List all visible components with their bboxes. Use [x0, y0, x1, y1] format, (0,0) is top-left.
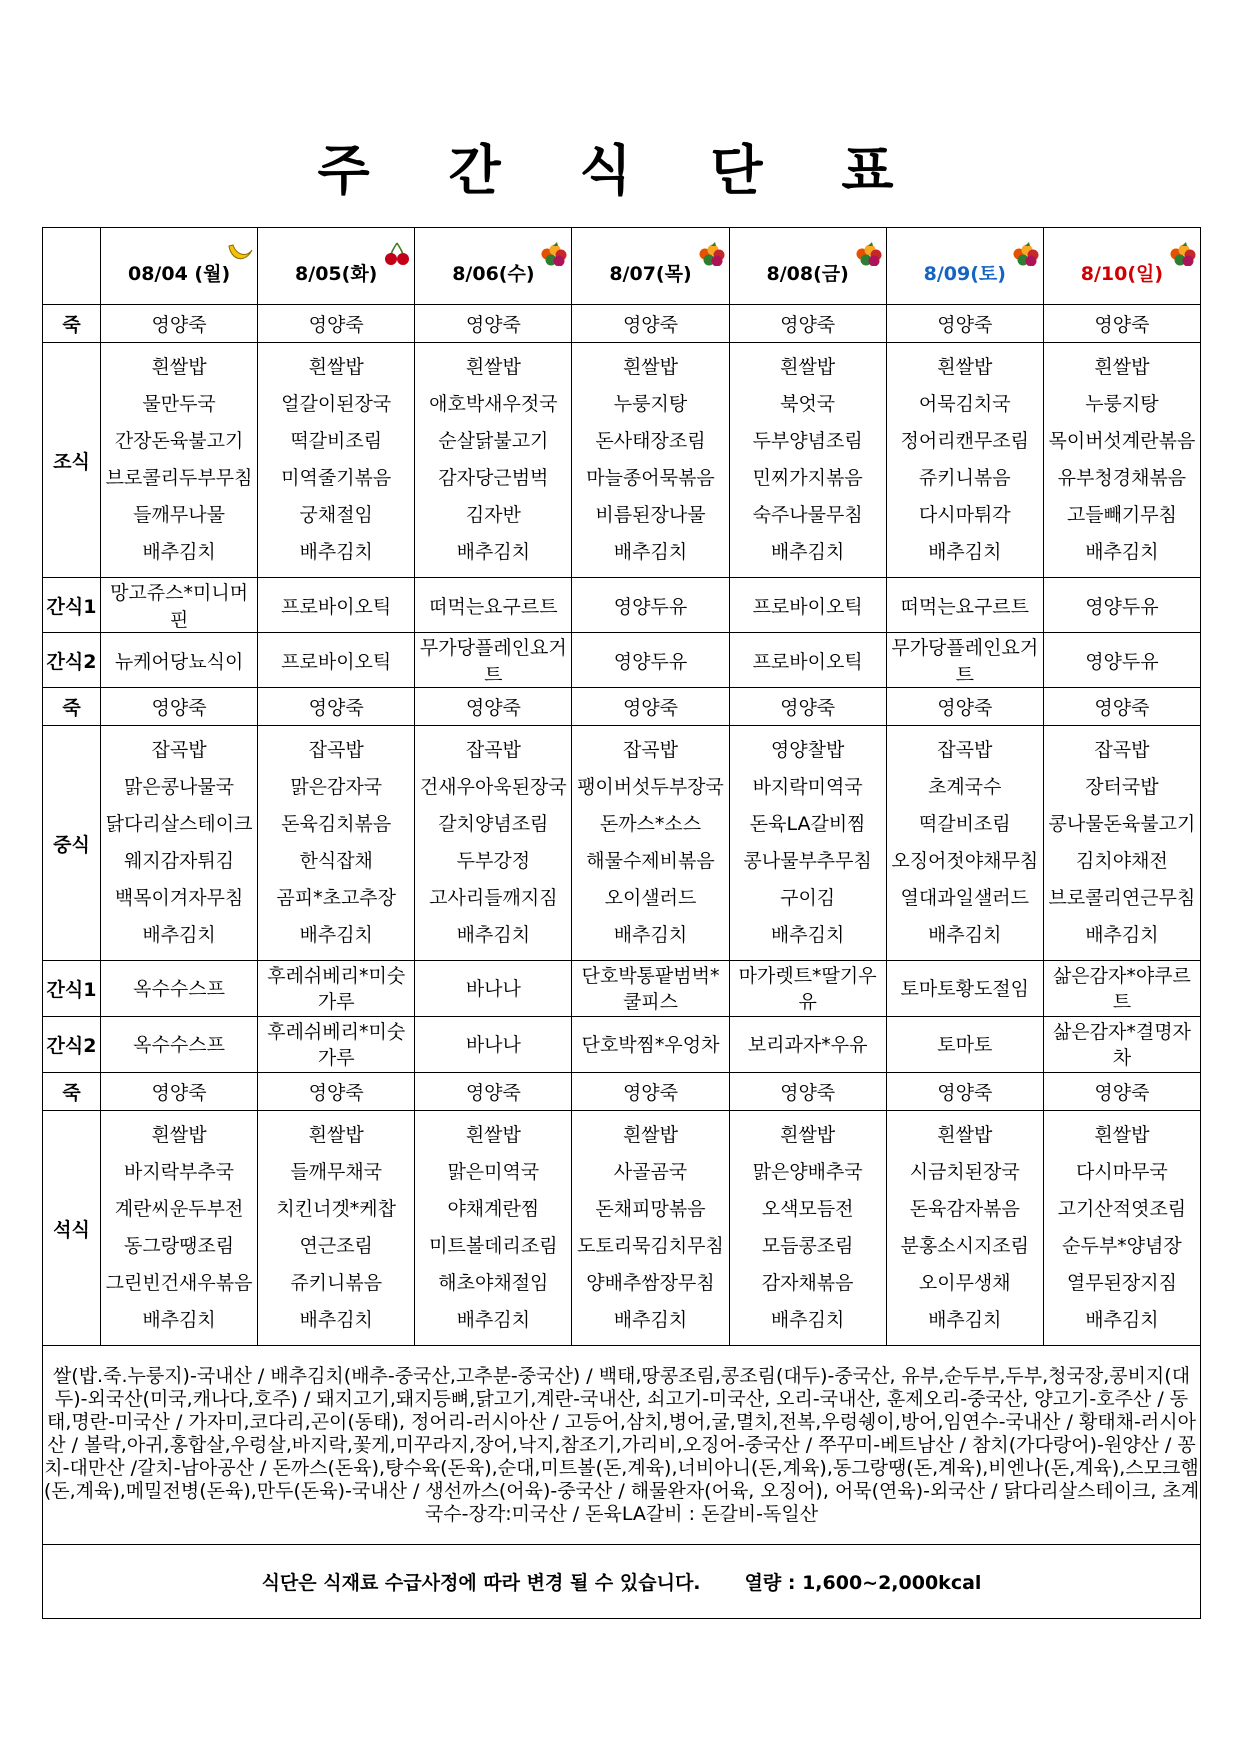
dish-item: 애호박새우젓국 — [429, 393, 558, 415]
dish-item: 바지락미역국 — [752, 776, 863, 798]
dish-item: 돈육LA갈비찜 — [749, 813, 866, 835]
lunch-row — [43, 726, 1201, 961]
porridge-row — [43, 1073, 1201, 1111]
menu-cell: 영양죽 — [729, 688, 886, 726]
dish-item: 배추김치 — [142, 541, 216, 563]
meal-cell — [101, 1111, 258, 1346]
dish-item: 배추김치 — [1085, 924, 1159, 946]
menu-cell: 영양죽 — [1043, 688, 1200, 726]
dish-item: 흰쌀밥 — [151, 356, 207, 378]
dish-item: 잡곡밥 — [1094, 739, 1150, 761]
dish-item: 다시마무국 — [1076, 1161, 1168, 1183]
menu-cell: 영양죽 — [258, 305, 415, 343]
dish-item: 흰쌀밥 — [622, 356, 679, 378]
meal-cell — [1043, 726, 1200, 961]
dish-item: 갈치양념조림 — [438, 813, 549, 835]
menu-cell: 영양두유 — [572, 633, 729, 688]
row-label: 죽 — [43, 305, 101, 343]
dish-item: 고들빼기무침 — [1066, 504, 1177, 526]
dish-item: 흰쌀밥 — [465, 1124, 521, 1146]
dish-item: 잡곡밥 — [465, 739, 521, 761]
dish-item: 배추김치 — [1085, 541, 1159, 563]
menu-cell: 뉴케어당뇨식이 — [101, 633, 258, 688]
meal-cell — [729, 343, 886, 578]
day-header-cell — [886, 228, 1043, 305]
menu-cell: 영양죽 — [886, 305, 1043, 343]
dish-item: 배추김치 — [299, 541, 373, 563]
dish-item: 분홍소시지조림 — [900, 1235, 1030, 1257]
menu-cell: 후레쉬베리*미숫가루 — [258, 1017, 415, 1073]
dish-item: 흰쌀밥 — [1094, 1124, 1150, 1146]
dish-item: 얼갈이된장국 — [281, 393, 392, 415]
meal-cell — [415, 726, 572, 961]
dish-item: 순살닭불고기 — [438, 430, 549, 452]
dish-item: 순두부*양념장 — [1062, 1235, 1182, 1257]
menu-cell: 영양죽 — [729, 305, 886, 343]
dish-item: 흰쌀밥 — [151, 1124, 207, 1146]
meal-cell — [886, 343, 1043, 578]
menu-cell: 영양죽 — [415, 305, 572, 343]
dish-item: 치킨너겟*케찹 — [276, 1198, 397, 1220]
dish-item: 흰쌀밥 — [622, 1124, 679, 1146]
menu-cell: 프로바이오틱 — [258, 633, 415, 688]
menu-cell: 삶은감자*야쿠르트 — [1043, 961, 1200, 1017]
row-label: 간식2 — [43, 633, 101, 688]
row-label: 죽 — [43, 1073, 101, 1111]
menu-cell: 무가당플레인요거트 — [886, 633, 1043, 688]
dish-item: 곰피*초고추장 — [276, 887, 397, 909]
dish-item: 간장돈육불고기 — [114, 430, 244, 452]
dish-item: 도토리묵김치무침 — [577, 1235, 724, 1257]
dish-item: 목이버섯계란볶음 — [1048, 430, 1196, 452]
am-snack2-row — [43, 633, 1201, 688]
dish-item: 북엇국 — [780, 393, 836, 415]
dish-item: 흰쌀밥 — [308, 356, 364, 378]
dish-item: 오이샐러드 — [604, 887, 697, 909]
menu-cell: 영양죽 — [886, 1073, 1043, 1111]
row-label: 중식 — [43, 726, 101, 961]
menu-cell: 옥수수스프 — [101, 1017, 258, 1073]
origin-notes: 쌀(밥.죽.누룽지)-국내산 / 배추김치(배추-중국산,고추분-중국산) / 백태,땅콩조림,콩조림(대두)-중국산, 유부,순두부,두부,청국장,콩비지(대두)-외국산(미국,캐나다,호주) / 돼지고기,돼지등뼈,닭고기,계란-국내산, 쇠고기-미국산, 오리-국내산, 훈제오리-중국산, 양고기-호주산 / 동태,명란-미국산 / 가자미,코다리,곤이(동태), 정어리-러시아산 / 고등어,삼치,병어,굴,멸치,전복,우렁쉥이,방어,임연수-국내산 / 황태채-러시아산 / 볼락,아귀,홍합살,우렁살,바지락,꽃게,미꾸라지,장어,낙지,참조기,가리비,오징어-중국산 / 쭈꾸미-베트남산 / 참치(가다랑어)-원양산 / 꽁치-대만산 /갈치-남아공산 / 돈까스(돈육),탕수육(돈육),순대,미트볼(돈,계육),너비아니(돈,계육),동그랑땡(돈,계육),비엔나(돈,계육),스모크햄(돈,계육),메밀전병(돈육),만두(돈육)-국내산 / 생선까스(어육)-중국산 / 해물완자(어육, 오징어), 어묵(연육)-외국산 / 닭다리살스테이크, 초계국수-장각:미국산 / 돈육LA갈비 : 돈갈비-독일산 — [43, 1346, 1201, 1545]
dish-item: 모듬콩조림 — [761, 1235, 854, 1257]
dish-item: 열무된장지짐 — [1066, 1272, 1177, 1294]
meal-cell — [1043, 343, 1200, 578]
meal-cell — [572, 726, 729, 961]
dish-item: 흰쌀밥 — [465, 356, 521, 378]
dish-item: 미트볼데리조림 — [429, 1235, 558, 1257]
menu-cell: 토마토 — [886, 1017, 1043, 1073]
dish-item: 김치야채전 — [1076, 850, 1168, 872]
dish-item: 사골곰국 — [613, 1161, 688, 1183]
menu-cell: 프로바이오틱 — [729, 578, 886, 633]
dish-item: 누룽지탕 — [613, 393, 688, 415]
am-snack1-row — [43, 578, 1201, 633]
dish-item: 시금치된장국 — [909, 1161, 1020, 1183]
menu-cell: 영양죽 — [729, 1073, 886, 1111]
menu-cell: 망고쥬스*미니머핀 — [101, 578, 258, 633]
dish-item: 영양찰밥 — [770, 739, 845, 761]
dish-item: 닭다리살스테이크 — [105, 813, 253, 835]
dish-item: 배추김치 — [928, 924, 1002, 946]
dish-item: 배추김치 — [613, 541, 688, 563]
dish-item: 백목이겨자무침 — [114, 887, 244, 909]
dish-item: 배추김치 — [928, 1309, 1002, 1331]
menu-cell: 삶은감자*결명자차 — [1043, 1017, 1200, 1073]
corner-cell — [43, 228, 101, 305]
dish-item: 비름된장나물 — [595, 504, 706, 526]
meal-cell — [729, 726, 886, 961]
dish-item: 흰쌀밥 — [308, 1124, 364, 1146]
dish-item: 어묵김치국 — [918, 393, 1011, 415]
menu-cell: 영양죽 — [1043, 1073, 1200, 1111]
dish-item: 한식잡채 — [299, 850, 373, 872]
menu-cell: 보리과자*우유 — [729, 1017, 886, 1073]
day-label: 08/04 (월) — [127, 262, 231, 285]
dish-item: 궁채절임 — [299, 504, 373, 526]
dish-item: 배추김치 — [613, 924, 688, 946]
dish-item: 양배추쌈장무침 — [586, 1272, 715, 1294]
meal-cell — [729, 1111, 886, 1346]
dish-item: 흰쌀밥 — [937, 1124, 993, 1146]
menu-cell: 마가렛트*딸기우유 — [729, 961, 886, 1017]
meal-cell — [101, 343, 258, 578]
day-label: 8/09(토) — [923, 262, 1006, 285]
dish-item: 웨지감자튀김 — [124, 850, 235, 872]
dish-item: 흰쌀밥 — [780, 356, 836, 378]
menu-cell: 영양두유 — [1043, 633, 1200, 688]
row-label: 간식1 — [43, 578, 101, 633]
row-label: 간식1 — [43, 961, 101, 1017]
pm-snack2-row — [43, 1017, 1201, 1073]
menu-cell: 영양죽 — [886, 688, 1043, 726]
dish-item: 초계국수 — [928, 776, 1002, 798]
dish-item: 바지락부추국 — [124, 1161, 235, 1183]
dish-item: 배추김치 — [770, 1309, 845, 1331]
dish-item: 김자반 — [465, 504, 521, 526]
dish-item: 잡곡밥 — [937, 739, 993, 761]
dish-item: 배추김치 — [456, 541, 531, 563]
menu-cell: 영양죽 — [415, 688, 572, 726]
dinner-row — [43, 1111, 1201, 1346]
dish-item: 유부청경채볶음 — [1057, 467, 1187, 489]
calorie-info: 열량 : 1,600~2,000kcal — [744, 1572, 982, 1594]
dish-item: 오이무생채 — [918, 1272, 1011, 1294]
menu-cell: 바나나 — [415, 961, 572, 1017]
pm-snack1-row — [43, 961, 1201, 1017]
dish-item: 해물수제비볶음 — [586, 850, 715, 872]
row-label: 조식 — [43, 343, 101, 578]
dish-item: 물만두국 — [142, 393, 216, 415]
porridge-row — [43, 688, 1201, 726]
dish-item: 배추김치 — [299, 1309, 373, 1331]
weekly-menu-table — [42, 227, 1201, 1619]
dish-item: 누룽지탕 — [1085, 393, 1159, 415]
meal-cell — [1043, 1111, 1200, 1346]
day-label: 8/10(일) — [1080, 262, 1164, 285]
day-header-cell — [1043, 228, 1200, 305]
dish-item: 열대과일샐러드 — [900, 887, 1030, 909]
dish-item: 고기산적엿조림 — [1057, 1198, 1187, 1220]
day-label: 8/07(목) — [609, 262, 692, 285]
dish-item: 배추김치 — [1085, 1309, 1159, 1331]
menu-cell: 후레쉬베리*미숫가루 — [258, 961, 415, 1017]
dish-item: 배추김치 — [142, 924, 216, 946]
menu-cell: 프로바이오틱 — [729, 633, 886, 688]
footer-row — [43, 1545, 1201, 1619]
menu-cell: 영양죽 — [572, 688, 729, 726]
dish-item: 맑은콩나물국 — [124, 776, 235, 798]
dish-item: 맑은양배추국 — [752, 1161, 863, 1183]
meal-cell — [415, 1111, 572, 1346]
dish-item: 떡갈비조림 — [290, 430, 383, 452]
dish-item: 쥬키니볶음 — [918, 467, 1011, 489]
day-header-cell — [572, 228, 729, 305]
dish-item: 다시마튀각 — [918, 504, 1011, 526]
dish-item: 브로콜리두부무침 — [105, 467, 253, 489]
change-notice: 식단은 식재료 수급사정에 따라 변경 될 수 있습니다. — [261, 1572, 701, 1594]
dish-item: 두부양념조림 — [752, 430, 863, 452]
menu-cell: 영양죽 — [415, 1073, 572, 1111]
day-header-cell — [258, 228, 415, 305]
day-label: 8/08(금) — [766, 262, 849, 285]
dish-item: 두부강정 — [456, 850, 531, 872]
page-title: 주 간 식 단 표 — [317, 139, 924, 202]
dish-item: 배추김치 — [928, 541, 1002, 563]
dish-item: 돈채피망볶음 — [595, 1198, 706, 1220]
dish-item: 잡곡밥 — [622, 739, 679, 761]
menu-cell: 영양죽 — [258, 1073, 415, 1111]
day-header-row — [43, 228, 1201, 305]
dish-item: 들깨무나물 — [133, 504, 225, 526]
day-label: 8/05(화) — [295, 262, 378, 285]
menu-cell: 떠먹는요구르트 — [886, 578, 1043, 633]
dish-item: 흰쌀밥 — [780, 1124, 836, 1146]
dish-item: 배추김치 — [456, 924, 531, 946]
row-label: 석식 — [43, 1111, 101, 1346]
menu-cell: 영양죽 — [258, 688, 415, 726]
dish-item: 건새우아욱된장국 — [419, 776, 567, 798]
menu-cell: 영양죽 — [572, 305, 729, 343]
menu-cell: 단호박통팥범벅*쿨피스 — [572, 961, 729, 1017]
meal-cell — [258, 726, 415, 961]
dish-item: 계란씨운두부전 — [114, 1198, 244, 1220]
dish-item: 동그랑땡조림 — [124, 1235, 235, 1257]
dish-item: 콩나물부추무침 — [743, 850, 872, 872]
dish-item: 콩나물돈육불고기 — [1048, 813, 1196, 835]
row-label: 죽 — [43, 688, 101, 726]
dish-item: 감자채볶음 — [761, 1272, 854, 1294]
menu-cell: 영양두유 — [1043, 578, 1200, 633]
breakfast-row — [43, 343, 1201, 578]
menu-cell: 옥수수스프 — [101, 961, 258, 1017]
day-header-cell — [729, 228, 886, 305]
menu-cell: 단호박찜*우엉차 — [572, 1017, 729, 1073]
menu-cell: 바나나 — [415, 1017, 572, 1073]
dish-item: 배추김치 — [613, 1309, 688, 1331]
dish-item: 배추김치 — [456, 1309, 531, 1331]
dish-item: 돈까스*소스 — [599, 813, 702, 835]
dish-item: 배추김치 — [770, 541, 845, 563]
dish-item: 돈육김치볶음 — [281, 813, 392, 835]
day-header-cell — [415, 228, 572, 305]
dish-item: 오징어젓야채무침 — [891, 850, 1039, 872]
dish-item: 야채계란찜 — [447, 1198, 540, 1220]
dish-item: 미역줄기볶음 — [281, 467, 392, 489]
dish-item: 들깨무채국 — [290, 1161, 383, 1183]
dish-item: 돈육감자볶음 — [909, 1198, 1020, 1220]
dish-item: 잡곡밥 — [308, 739, 364, 761]
menu-cell: 영양죽 — [101, 688, 258, 726]
meal-cell — [572, 343, 729, 578]
dish-item: 그린빈건새우볶음 — [105, 1272, 253, 1294]
dish-item: 맑은감자국 — [290, 776, 383, 798]
menu-cell: 영양죽 — [572, 1073, 729, 1111]
dish-item: 맑은미역국 — [447, 1161, 540, 1183]
dish-item: 장터국밥 — [1085, 776, 1159, 798]
dish-item: 민찌가지볶음 — [752, 467, 863, 489]
dish-item: 숙주나물무침 — [752, 504, 863, 526]
dish-item: 돈사태장조림 — [595, 430, 706, 452]
footer-cell — [43, 1545, 1201, 1619]
meal-cell — [101, 726, 258, 961]
menu-cell: 토마토황도절임 — [886, 961, 1043, 1017]
dish-item: 배추김치 — [142, 1309, 216, 1331]
dish-item: 정어리캔무조림 — [900, 430, 1030, 452]
dish-item: 브로콜리연근무침 — [1048, 887, 1196, 909]
day-header-cell — [101, 228, 258, 305]
dish-item: 연근조림 — [299, 1235, 373, 1257]
dish-item: 마늘종어묵볶음 — [586, 467, 715, 489]
dish-item: 오색모듬전 — [761, 1198, 854, 1220]
menu-cell: 프로바이오틱 — [258, 578, 415, 633]
dish-item: 떡갈비조림 — [918, 813, 1011, 835]
row-label: 간식2 — [43, 1017, 101, 1073]
menu-cell: 영양죽 — [1043, 305, 1200, 343]
dish-item: 잡곡밥 — [151, 739, 207, 761]
meal-cell — [572, 1111, 729, 1346]
meal-cell — [886, 726, 1043, 961]
meal-cell — [258, 1111, 415, 1346]
dish-item: 구이김 — [780, 887, 836, 909]
menu-cell: 영양두유 — [572, 578, 729, 633]
porridge-row — [43, 305, 1201, 343]
dish-item: 팽이버섯두부장국 — [577, 776, 724, 798]
menu-cell: 무가당플레인요거트 — [415, 633, 572, 688]
dish-item: 쥬키니볶음 — [290, 1272, 383, 1294]
dish-item: 해초야채절임 — [438, 1272, 549, 1294]
dish-item: 고사리들깨지짐 — [429, 887, 558, 909]
dish-item: 흰쌀밥 — [937, 356, 993, 378]
dish-item: 배추김치 — [299, 924, 373, 946]
dish-item: 감자당근범벅 — [438, 467, 549, 489]
menu-cell: 영양죽 — [101, 305, 258, 343]
origin-notes-row — [43, 1346, 1201, 1545]
meal-cell — [886, 1111, 1043, 1346]
dish-item: 흰쌀밥 — [1094, 356, 1150, 378]
dish-item: 배추김치 — [770, 924, 845, 946]
day-label: 8/06(수) — [452, 262, 535, 285]
menu-cell: 떠먹는요구르트 — [415, 578, 572, 633]
meal-cell — [415, 343, 572, 578]
menu-cell: 영양죽 — [101, 1073, 258, 1111]
meal-cell — [258, 343, 415, 578]
